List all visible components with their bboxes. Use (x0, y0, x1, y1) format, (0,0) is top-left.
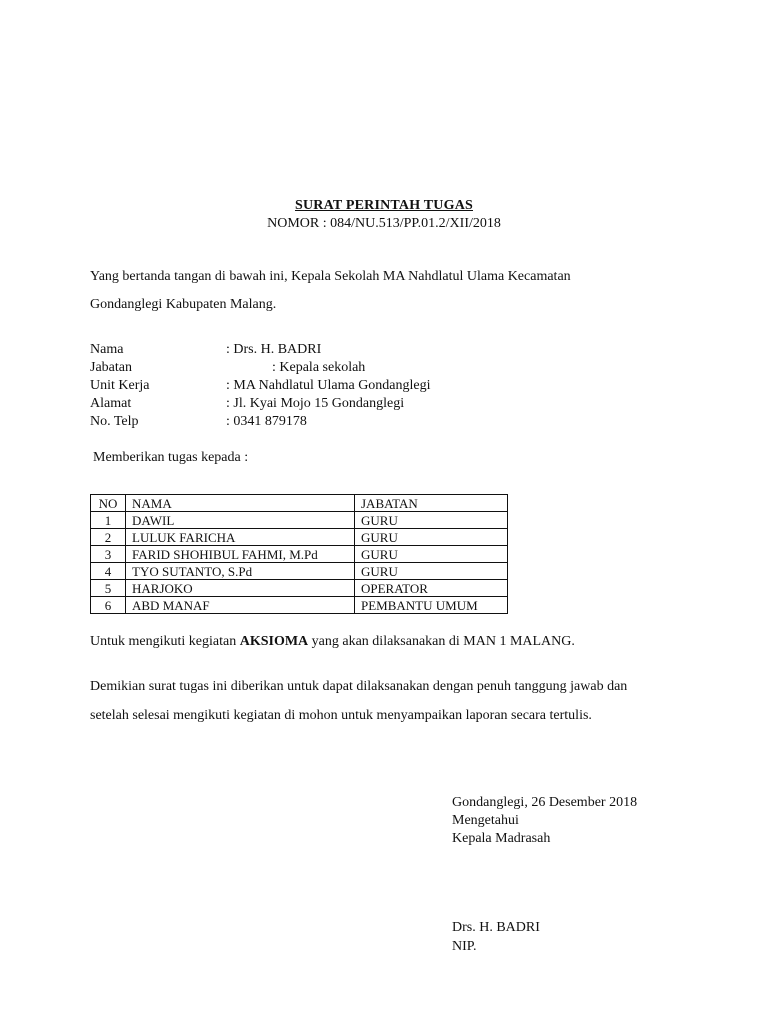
cell-no: 4 (91, 563, 126, 580)
letter-title: SURAT PERINTAH TUGAS (294, 198, 473, 213)
table-row (91, 597, 508, 614)
identity-value-unit-kerja: : MA Nahdlatul Ulama Gondanglegi (226, 378, 431, 393)
cell-no: 5 (91, 580, 126, 597)
identity-value-nama: : Drs. H. BADRI (226, 342, 322, 357)
table-header-row (91, 495, 508, 512)
cell-nama: HARJOKO (126, 580, 355, 597)
header-nama: NAMA (126, 495, 355, 512)
table-row (91, 512, 508, 529)
cell-jabatan: GURU (355, 512, 508, 529)
cell-nama: DAWIL (126, 512, 355, 529)
signature-position: Kepala Madrasah (452, 831, 551, 846)
identity-label-alamat: Alamat (90, 396, 132, 411)
cell-jabatan: GURU (355, 563, 508, 580)
identity-label-jabatan: Jabatan (90, 360, 132, 375)
table-row (91, 580, 508, 597)
closing-line-2: setelah selesai mengikuti kegiatan di mohon untuk menyampaikan laporan secara tertulis. (90, 708, 592, 723)
purpose-text-after: yang akan dilaksanakan di MAN 1 MALANG. (308, 634, 575, 649)
cell-no: 6 (91, 597, 126, 614)
cell-nama: FARID SHOHIBUL FAHMI, M.Pd (126, 546, 355, 563)
intro-line-1: Yang bertanda tangan di bawah ini, Kepala Sekolah MA Nahdlatul Ulama Kecamatan (90, 269, 571, 284)
identity-value-telp: : 0341 879178 (226, 414, 307, 429)
cell-jabatan: GURU (355, 529, 508, 546)
cell-no: 2 (91, 529, 126, 546)
letter-number: NOMOR : 084/NU.513/PP.01.2/XII/2018 (267, 216, 501, 231)
identity-label-unit-kerja: Unit Kerja (90, 378, 150, 393)
cell-no: 3 (91, 546, 126, 563)
signature-name: Drs. H. BADRI (452, 920, 540, 935)
purpose-line (90, 634, 575, 650)
table-row (91, 529, 508, 546)
event-name: AKSIOMA (239, 634, 309, 649)
table-row (91, 546, 508, 563)
cell-nama: LULUK FARICHA (126, 529, 355, 546)
signature-acknowledge: Mengetahui (452, 813, 519, 828)
header-jabatan: JABATAN (355, 495, 508, 512)
signature-place-date: Gondanglegi, 26 Desember 2018 (452, 795, 638, 810)
purpose-text-before: Untuk mengikuti kegiatan (90, 634, 240, 649)
cell-nama: TYO SUTANTO, S.Pd (126, 563, 355, 580)
assignee-table (90, 494, 508, 614)
identity-value-alamat: : Jl. Kyai Mojo 15 Gondanglegi (226, 396, 405, 411)
cell-jabatan: OPERATOR (355, 580, 508, 597)
signature-nip: NIP. (452, 939, 477, 954)
closing-line-1: Demikian surat tugas ini diberikan untuk dapat dilaksanakan dengan penuh tanggung jawab dan (90, 679, 628, 694)
table-row (91, 563, 508, 580)
identity-value-jabatan: : Kepala sekolah (272, 360, 366, 375)
identity-label-telp: No. Telp (90, 414, 139, 429)
assign-intro: Memberikan tugas kepada : (93, 450, 249, 465)
cell-jabatan: PEMBANTU UMUM (355, 597, 508, 614)
cell-nama: ABD MANAF (126, 597, 355, 614)
header-no: NO (91, 495, 126, 512)
identity-label-nama: Nama (90, 342, 124, 357)
cell-jabatan: GURU (355, 546, 508, 563)
cell-no: 1 (91, 512, 126, 529)
intro-line-2: Gondanglegi Kabupaten Malang. (90, 297, 277, 312)
